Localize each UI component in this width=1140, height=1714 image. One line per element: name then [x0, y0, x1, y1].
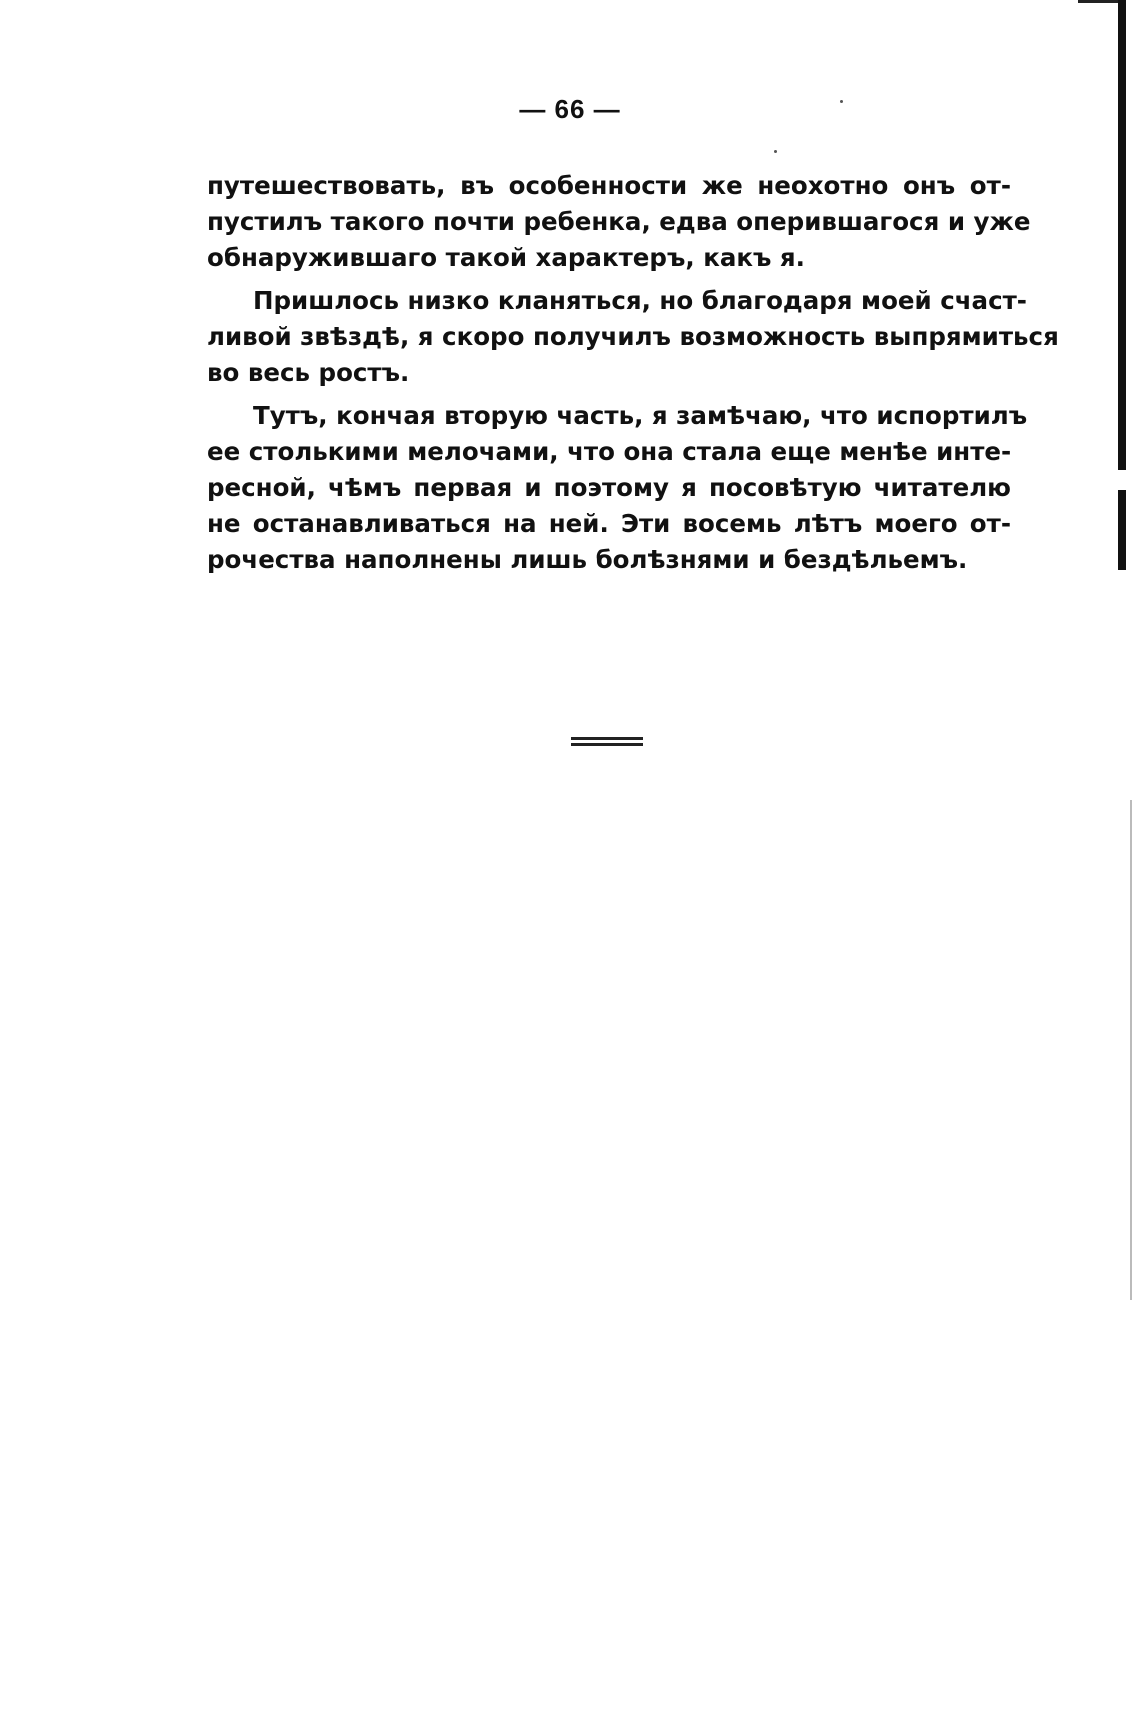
- text-line: ливой звѣздѣ, я скоро получилъ возможность выпрямиться: [207, 322, 1059, 351]
- scan-edge-mark: [1078, 0, 1122, 3]
- scan-binding-edge: [1118, 0, 1126, 470]
- text-line: пустилъ такого почти ребенка, едва оперившагося и уже: [207, 207, 1031, 236]
- text-line: обнаружившаго такой характеръ, какъ я.: [207, 243, 805, 272]
- text-line: не останавливаться на ней. Эти восемь лѣтъ моего от-: [207, 509, 1011, 538]
- scan-edge-shadow: [1130, 800, 1132, 1300]
- text-line: ресной, чѣмъ первая и поэтому я посовѣтую читателю: [207, 473, 1011, 502]
- section-end-rule: [571, 737, 643, 746]
- page-number: — 66 —: [519, 94, 621, 124]
- text-line: путешествовать, въ особенности же неохотно онъ от-: [207, 171, 1011, 200]
- scan-speck: [840, 100, 843, 103]
- text-line: Тутъ, кончая вторую часть, я замѣчаю, что испортилъ: [253, 401, 1028, 430]
- scan-speck: [774, 150, 777, 153]
- text-line: рочества наполнены лишь болѣзнями и бездѣльемъ.: [207, 545, 968, 574]
- text-line: Пришлось низко кланяться, но благодаря моей счаст-: [253, 286, 1027, 315]
- text-line: во весь ростъ.: [207, 358, 410, 387]
- scan-binding-edge: [1118, 490, 1126, 570]
- text-line: ее столькими мелочами, что она стала еще менѣе инте-: [207, 437, 1012, 466]
- body-text: [207, 168, 1059, 578]
